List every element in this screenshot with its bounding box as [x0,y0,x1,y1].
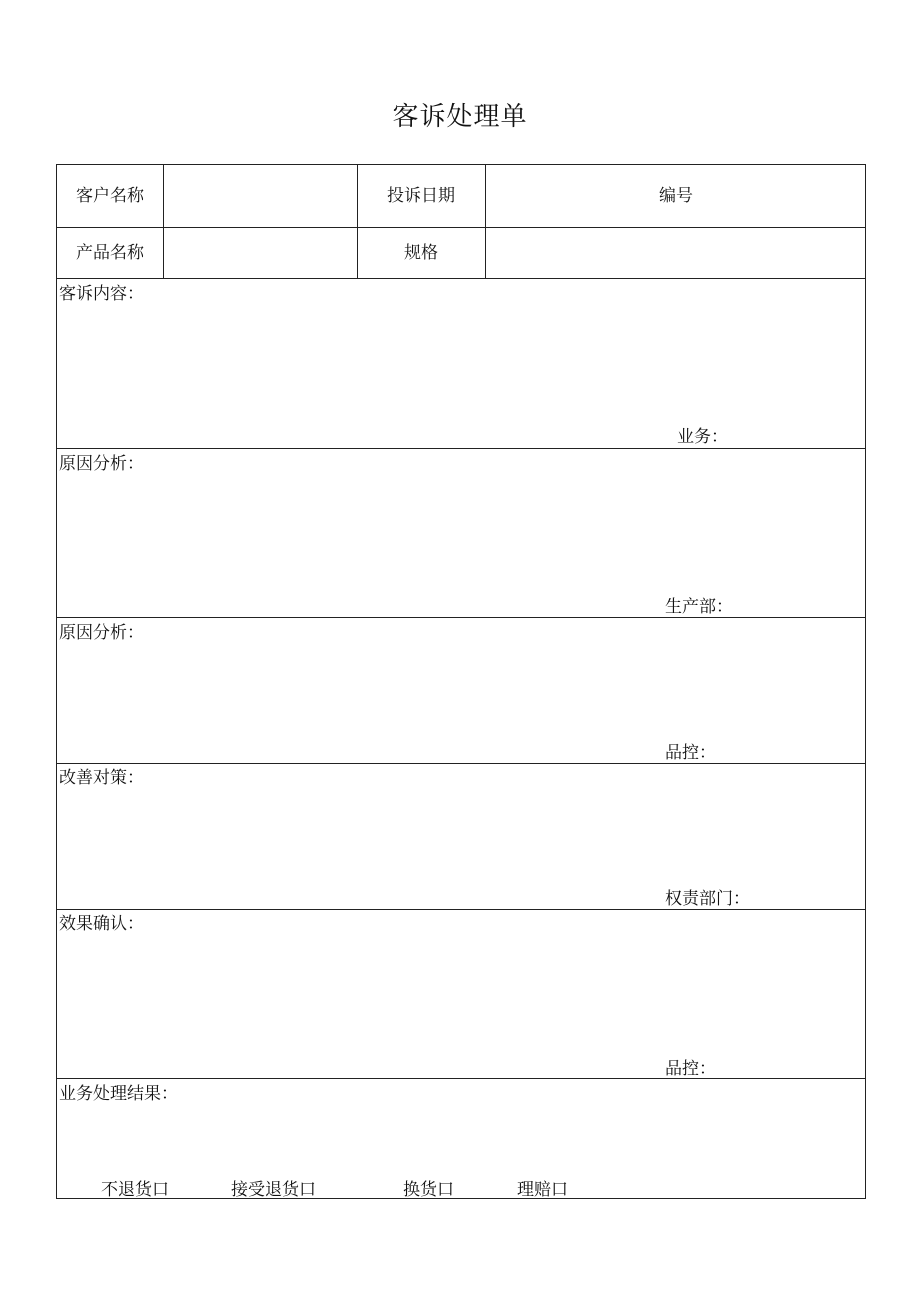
cause-analysis-label: 原因分析： [59,623,144,643]
complaint-date-label: 投诉日期 [387,186,455,206]
qc-signature-label: 品控： [665,743,716,763]
qc-signature-label: 品控： [665,1059,716,1079]
product-name-field[interactable] [164,243,356,263]
option-compensation[interactable]: 理赔口 [517,1180,568,1200]
section-divider [57,909,865,910]
spec-label: 规格 [404,243,438,263]
row-divider [57,227,865,228]
cause-analysis-label: 原因分析： [59,454,144,474]
complaint-content-label: 客诉内容： [59,284,144,304]
customer-name-field[interactable] [164,186,356,206]
improvement-measures-label: 改善对策： [59,768,144,788]
responsible-dept-signature-label: 权责部门： [665,889,750,909]
document-title: 客诉处理单 [392,102,528,132]
handling-result-label: 业务处理结果： [59,1084,178,1104]
section-divider [57,617,865,618]
spec-field[interactable] [486,243,866,263]
complaint-form [56,164,866,1199]
serial-no-label: 编号 [659,186,693,206]
section-divider [57,763,865,764]
section-divider [57,1078,865,1079]
section-divider [57,448,865,449]
effect-confirmation-label: 效果确认： [59,914,144,934]
option-exchange[interactable]: 换货口 [403,1180,454,1200]
row-divider [57,278,865,279]
sales-signature-label: 业务： [677,427,728,447]
option-no-return[interactable]: 不退货口 [101,1180,169,1200]
option-accept-return[interactable]: 接受退货口 [231,1180,316,1200]
customer-name-label: 客户名称 [76,186,144,206]
production-signature-label: 生产部： [665,597,733,617]
product-name-label: 产品名称 [76,243,144,263]
